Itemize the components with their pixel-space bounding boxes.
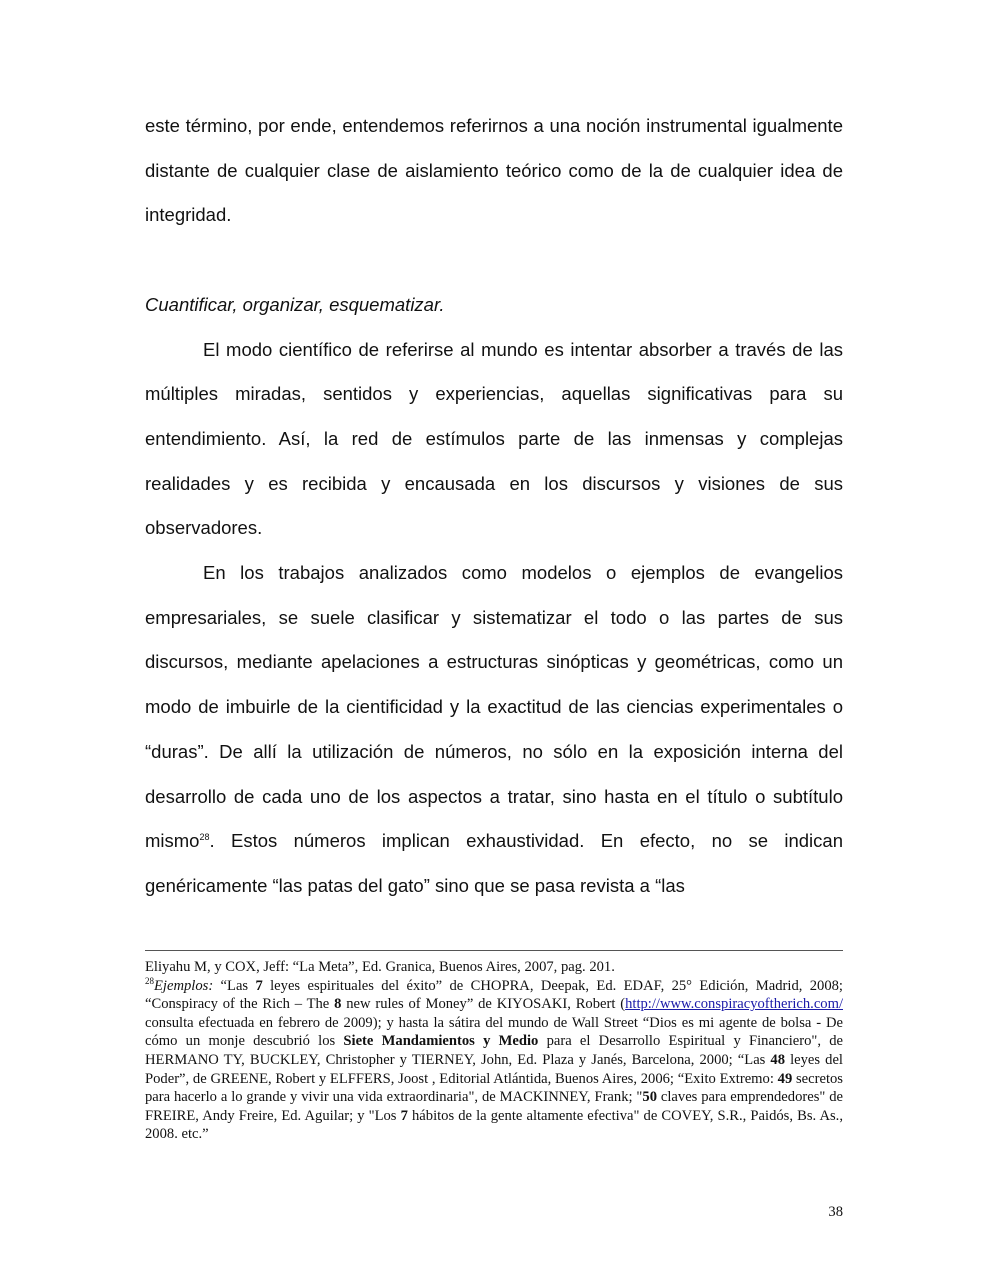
- footnote-text: consulta efectuada en febrero de 2009); y hasta la sátira del mundo de Wall Street “Dios es mi agente de bolsa - De cómo un monje descubrió los: [145, 1014, 843, 1050]
- footnote-27-continuation: Eliyahu M, y COX, Jeff: “La Meta”, Ed. Granica, Buenos Aires, 2007, pag. 201.: [145, 959, 615, 975]
- paragraph-continuation: este término, por ende, entendemos referirnos a una noción instrumental igualmente distante de cualquier clase de aislamiento teórico como de la de cualquier idea de integridad.: [145, 115, 843, 226]
- footnote-text: new rules of Money” de KIYOSAKI, Robert (: [341, 996, 626, 1013]
- footnote-text: leyes espirituales del éxito” de CHOPRA, Deepak, Ed. EDAF, 25° Edición, Madrid, 2008; “Conspiracy of the Rich – The: [145, 977, 843, 1013]
- footnote-separator: [145, 950, 843, 951]
- footnote-number: 28: [145, 975, 154, 986]
- footnote-bold-number: 7: [255, 977, 263, 994]
- footnote-text: secretos para hacerlo a lo grande y vivir una vida extraordinaria", de MACKINNEY, Frank; ": [145, 1070, 843, 1106]
- footnote-bold-number: 8: [334, 996, 342, 1013]
- section-heading: Cuantificar, organizar, esquematizar.: [145, 293, 445, 315]
- footnote-link[interactable]: http://www.conspiracyoftherich.com/: [625, 996, 843, 1013]
- footnote-28: [145, 977, 843, 1144]
- paragraph-2-text: En los trabajos analizados como modelos o ejemplos de evangelios empresariales, se suele clasificar y sistematizar el todo o las partes de sus discursos, mediante apelaciones a estructuras sinópticas y geométricas, como un modo de imbuirle de la cientificidad y la exactitud de las ciencias experimentales o “duras”. De allí la utilización de números, no sólo en la exposición interna del desarrollo de cada uno de los aspectos a tratar, sino hasta en el título o subtítulo mismo: [145, 562, 843, 852]
- footnotes: [145, 958, 843, 1144]
- page-number: 38: [828, 1204, 843, 1220]
- footnote-bold-title: Siete Mandamientos y Medio: [343, 1033, 539, 1050]
- paragraph-2-text-end: . Estos números implican exhaustividad. En efecto, no se indican genéricamente “las patas del gato” sino que se pasa revista a “las: [145, 830, 843, 896]
- paragraph-2: [145, 551, 843, 909]
- footnote-text: hábitos de la gente altamente efectiva" de COVEY, S.R., Paidós, Bs. As., 2008. etc.”: [145, 1107, 843, 1143]
- footnote-bold-number: 48: [770, 1051, 786, 1068]
- footnote-text: “Las: [213, 977, 256, 994]
- footnote-label: Ejemplos:: [154, 977, 214, 994]
- footnote-bold-number: 49: [777, 1070, 793, 1087]
- footnote-text: claves para emprendedores" de FREIRE, Andy Freire, Ed. Aguilar; y "Los: [145, 1089, 843, 1124]
- footnote-bold-number: 50: [642, 1089, 657, 1106]
- footnote-text: leyes del Poder”, de GREENE, Robert y ELFFERS, Joost , Editorial Atlántida, Buenos Aires, 2006; “Exito Extremo:: [145, 1051, 843, 1087]
- main-text: [145, 104, 843, 909]
- paragraph-1: El modo científico de referirse al mundo es intentar absorber a través de las múltiples miradas, sentidos y experiencias, aquellas significativas para su entendimiento. Así, la red de estímulos parte de las inmensas y complejas realidades y es recibida y encausada en los discursos y visiones de sus observadores.: [145, 338, 843, 539]
- footnote-reference-28[interactable]: 28: [199, 832, 210, 843]
- footnote-text: para el Desarrollo Espiritual y Financiero", de HERMANO TY, BUCKLEY, Christopher y TIERNEY, John, Ed. Plaza y Janés, Barcelona, 2000; “Las: [145, 1033, 843, 1068]
- footnote-bold-number: 7: [400, 1107, 408, 1124]
